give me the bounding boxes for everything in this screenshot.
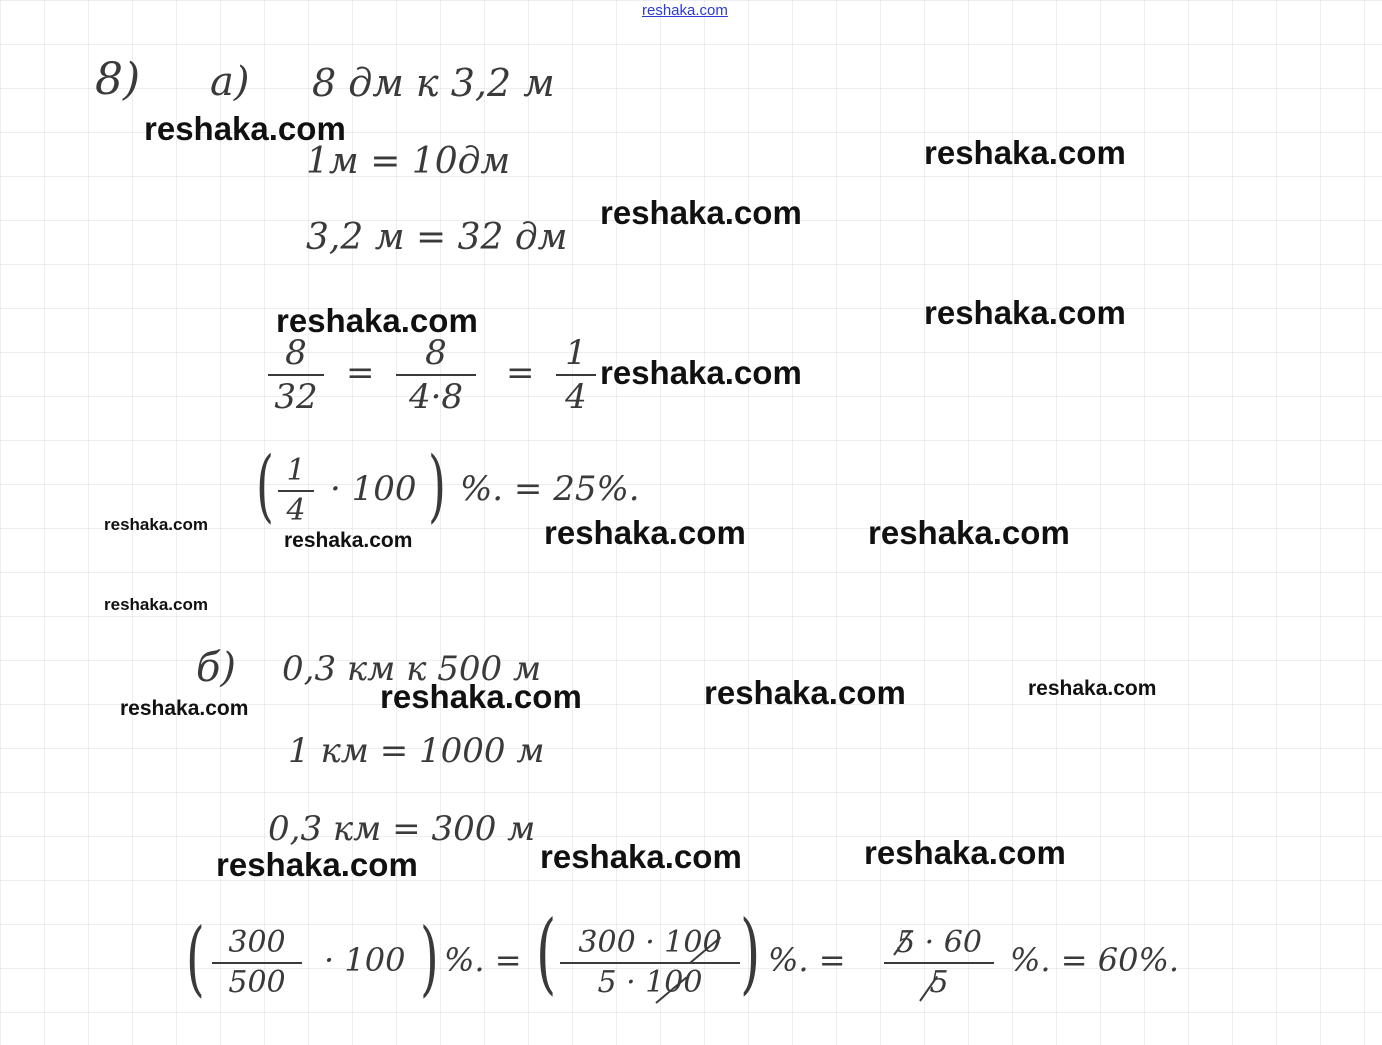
site-link[interactable]: reshaka.com (642, 2, 728, 19)
watermark: reshaka.com (120, 697, 249, 720)
fraction-bar (268, 374, 324, 376)
part-a-equals-1: = (346, 353, 375, 393)
fraction-numerator: 8 (425, 333, 447, 373)
part-a-line1: 1м = 10дм (306, 141, 511, 182)
part-b-percent-2: %. = (768, 941, 846, 979)
watermark: reshaka.com (924, 294, 1126, 331)
part-a-fraction-3 (556, 333, 596, 417)
watermark: reshaka.com (600, 194, 802, 231)
part-b-line1: 1 км = 1000 м (288, 731, 545, 771)
open-paren: ( (536, 903, 557, 1006)
part-a-label: а) (210, 59, 250, 105)
open-paren: ( (256, 439, 274, 531)
fraction-numerator: 1 (286, 453, 306, 488)
part-b-fraction-1 (212, 925, 302, 1000)
part-a-fraction-1 (268, 333, 324, 417)
part-a-line2: 3,2 м = 32 дм (306, 217, 568, 258)
fraction-bar (556, 374, 596, 376)
part-b-label: б) (196, 645, 237, 691)
watermark: reshaka.com (540, 838, 742, 875)
watermark: reshaka.com (1028, 677, 1157, 700)
fraction-bar (278, 490, 314, 492)
fraction-numerator: 8 (285, 333, 307, 373)
fraction-numerator: 5 · 60 (896, 925, 982, 960)
watermark: reshaka.com (864, 834, 1066, 871)
fraction-numerator: 1 (565, 333, 587, 373)
fraction-denominator: 4 (286, 493, 306, 528)
problem-number: 8) (95, 54, 141, 105)
open-paren: ( (186, 911, 205, 1007)
fraction-denominator: 500 (228, 965, 286, 1000)
part-a-statement: 8 дм к 3,2 м (312, 61, 555, 105)
fraction-bar (560, 962, 740, 964)
fraction-denominator: 4 (565, 377, 587, 417)
fraction-numerator: 300 · 100 (578, 925, 722, 960)
fraction-bar (212, 962, 302, 964)
close-paren: ) (420, 911, 439, 1007)
watermark: reshaka.com (600, 354, 802, 391)
watermark: reshaka.com (868, 514, 1070, 551)
close-paren: ) (428, 439, 446, 531)
watermark: reshaka.com (704, 674, 906, 711)
watermark: reshaka.com (380, 678, 582, 715)
fraction-bar (396, 374, 476, 376)
fraction-denominator: 4·8 (408, 377, 464, 417)
watermark: reshaka.com (276, 302, 478, 339)
close-paren: ) (740, 903, 761, 1006)
watermark: reshaka.com (544, 514, 746, 551)
fraction-denominator: 5 · 100 (597, 965, 703, 1000)
part-b-fraction-3 (884, 925, 994, 1000)
fraction-numerator: 300 (228, 925, 286, 960)
part-a-percent-result: %. = 25%. (460, 469, 640, 509)
part-a-multiply: · 100 (330, 469, 417, 509)
part-b-result: %. = 60%. (1010, 941, 1180, 979)
watermark: reshaka.com (924, 134, 1126, 171)
part-a-percent-fraction (278, 453, 314, 528)
part-b-line2: 0,3 км = 300 м (268, 809, 536, 849)
fraction-denominator: 32 (274, 377, 318, 417)
part-b-statement: 0,3 км к 500 м (282, 649, 542, 689)
fraction-bar (884, 962, 994, 964)
watermark: reshaka.com (104, 595, 208, 614)
watermark: reshaka.com (216, 846, 418, 883)
watermark: reshaka.com (144, 110, 346, 147)
part-b-fraction-2 (560, 925, 740, 1000)
watermark: reshaka.com (104, 515, 208, 534)
watermark: reshaka.com (284, 529, 413, 552)
part-b-multiply: · 100 (324, 941, 406, 979)
part-a-fraction-2 (396, 333, 476, 417)
part-b-percent-1: %. = (444, 941, 522, 979)
part-a-equals-2: = (506, 353, 535, 393)
fraction-denominator: 5 (929, 965, 949, 1000)
